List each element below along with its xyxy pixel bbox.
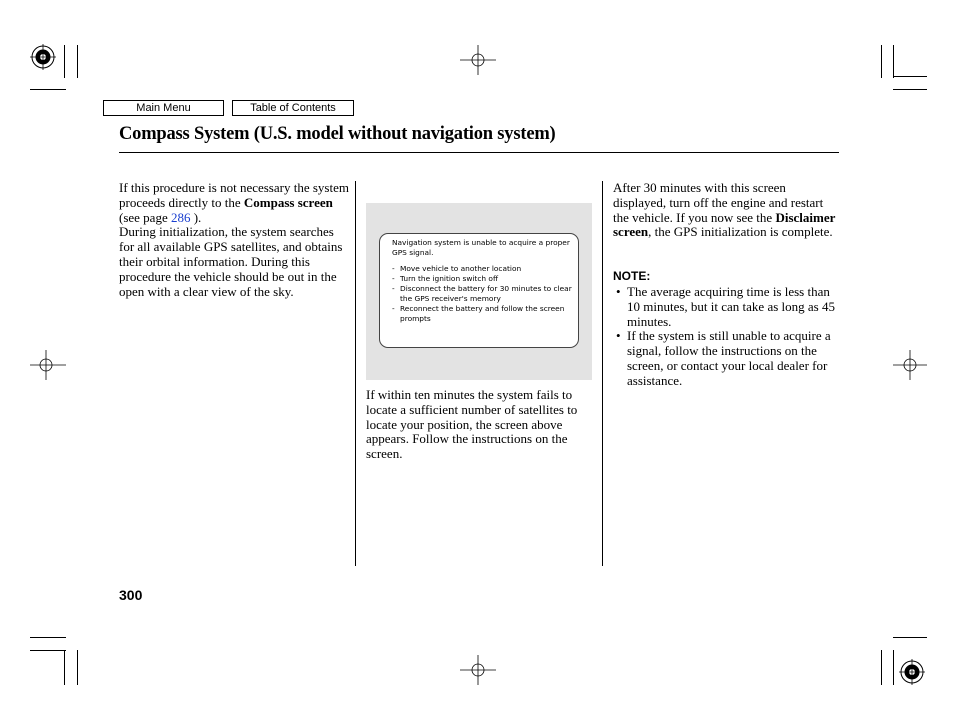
initialization-text: During initialization, the system searches for all available GPS satellites, and obtains their orbital information. During this procedure the vehicle should be out in the open with a clear view of the sky. [119,224,343,299]
note-list [616,285,840,389]
intro-text: If this procedure is not necessary the system proceeds directly to the [119,180,349,210]
see-page-end: ). [193,209,202,225]
compass-screen-term: Compass screen [243,194,333,210]
screen-item: - Turn the ignition switch off [392,274,572,284]
screen-item: - Reconnect the battery and follow the screen prompts [392,304,572,324]
main-menu-button[interactable]: Main Menu [103,100,224,116]
list-item: • The average acquiring time is less than 10 minutes, but it can take as long as 45 minutes. [616,285,840,329]
screen-caption: If within ten minutes the system fails to locate a sufficient number of satellites to locate your position, the screen above appears. Follow the instructions on the screen. [366,387,578,462]
column-divider [355,181,356,566]
crosshair-icon [460,45,496,75]
crosshair-icon [460,655,496,685]
screen-heading: Navigation system is unable to acquire a proper GPS signal. [392,238,570,257]
list-item: • If the system is still unable to acquire a signal, follow the instructions on the screen, or contact your local dealer for assistance. [616,329,840,388]
restart-text: After 30 minutes with this screen displayed, turn off the engine and restart the vehicle. If you now see the [613,180,824,225]
restart-paragraph [613,181,839,240]
screen-item: - Move vehicle to another location [392,264,572,274]
disclaimer-screen-term: Disclaimer screen [613,209,836,240]
screen-item: - Disconnect the battery for 30 minutes to clear the GPS receiver's memory [392,284,572,304]
registration-target-icon [30,44,56,70]
column-divider [602,181,603,566]
intro-paragraph [119,181,351,299]
gps-error-screen [379,233,579,348]
crosshair-icon [30,350,66,380]
page-286-link[interactable]: 286 [170,209,191,225]
crosshair-icon [893,350,929,380]
registration-target-icon [899,659,925,685]
restart-text-end: , the GPS initialization is complete. [648,224,833,240]
note-label: NOTE: [613,269,651,283]
see-page-text: (see page [119,209,168,225]
table-of-contents-button[interactable]: Table of Contents [232,100,354,116]
title-rule [119,152,839,153]
page-title: Compass System (U.S. model without navigation system) [119,124,556,144]
page-number: 300 [119,587,143,603]
